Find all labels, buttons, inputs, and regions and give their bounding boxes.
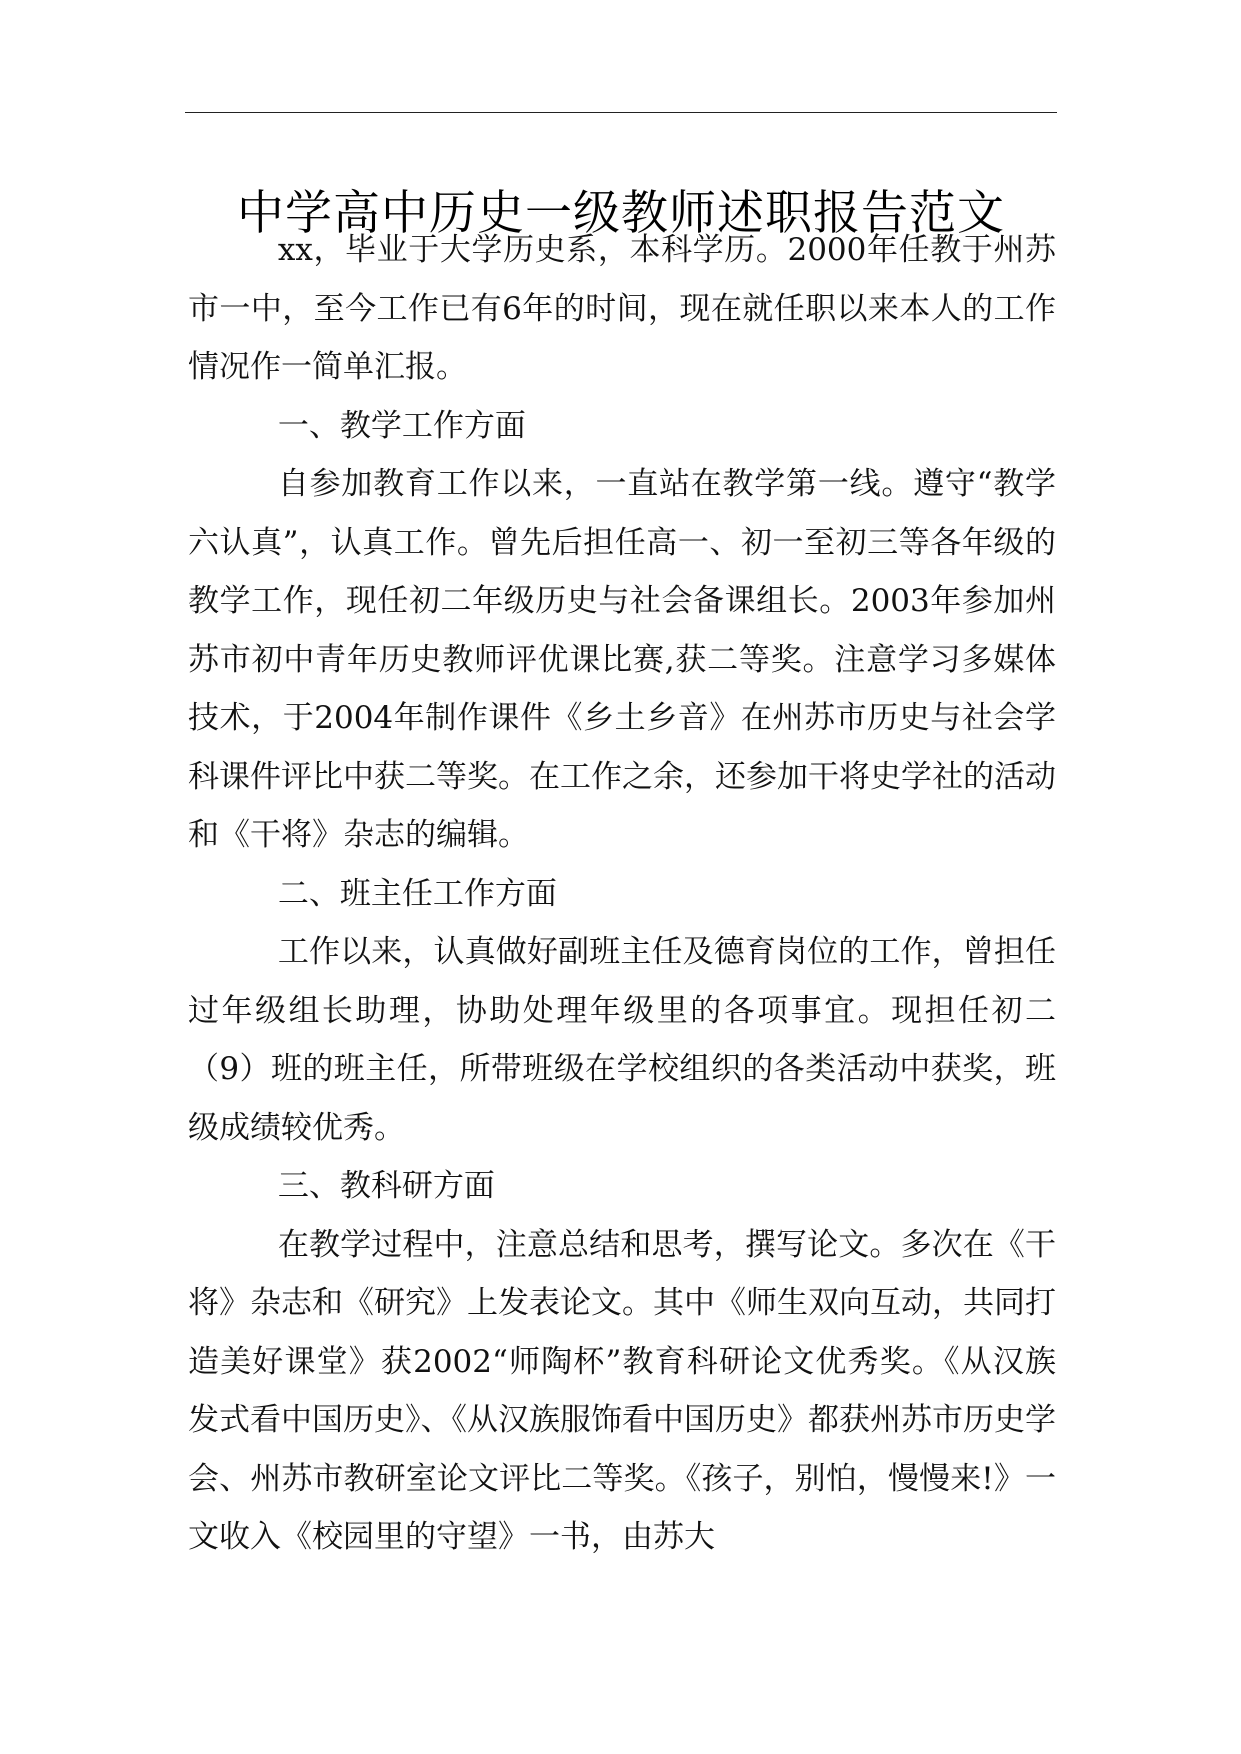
header-rule	[185, 112, 1057, 113]
intro-paragraph: xx，毕业于大学历史系，本科学历。2000年任教于州苏市一中，至今工作已有6年的时间，现在就任职以来本人的工作情况作一简单汇报。	[188, 232, 1056, 385]
section-heading-teaching: 一、教学工作方面	[277, 407, 526, 444]
teaching-paragraph: 自参加教育工作以来，一直站在教学第一线。遵守“教学六认真”，认真工作。曾先后担任高一、初一至初三等各年级的教学工作，现任初二年级历史与社会备课组长。2003年参加州苏市初中青年历史教师评优课比赛,获二等奖。注意学习多媒体技术，于2004年制作课件《乡土乡音》在州苏市历史与社会学科课件评比中获二等奖。在工作之余，还参加干将史学社的活动和《干将》杂志的编辑。	[188, 466, 1056, 853]
class-teacher-paragraph: 工作以来，认真做好副班主任及德育岗位的工作，曾担任过年级组长助理，协助处理年级里的各项事宜。现担任初二（9）班的班主任，所带班级在学校组织的各类活动中获奖，班级成绩较优秀。	[188, 934, 1056, 1146]
research-paragraph: 在教学过程中，注意总结和思考，撰写论文。多次在《干将》杂志和《研究》上发表论文。其中《师生双向互动，共同打造美好课堂》获2002“师陶杯”教育科研论文优秀奖。《从汉族发式看中国历史》、《从汉族服饰看中国历史》都获州苏市历史学会、州苏市教研室论文评比二等奖。《孩子，别怕，慢慢来!》一文收入《校园里的守望》一书，由苏大	[188, 1226, 1056, 1555]
section-heading-research: 三、教科研方面	[277, 1168, 495, 1204]
document-title: 中学高中历史一级教师述职报告范文	[237, 186, 1005, 242]
document-body	[188, 221, 1056, 1567]
section-heading-class-teacher: 二、班主任工作方面	[277, 875, 557, 912]
